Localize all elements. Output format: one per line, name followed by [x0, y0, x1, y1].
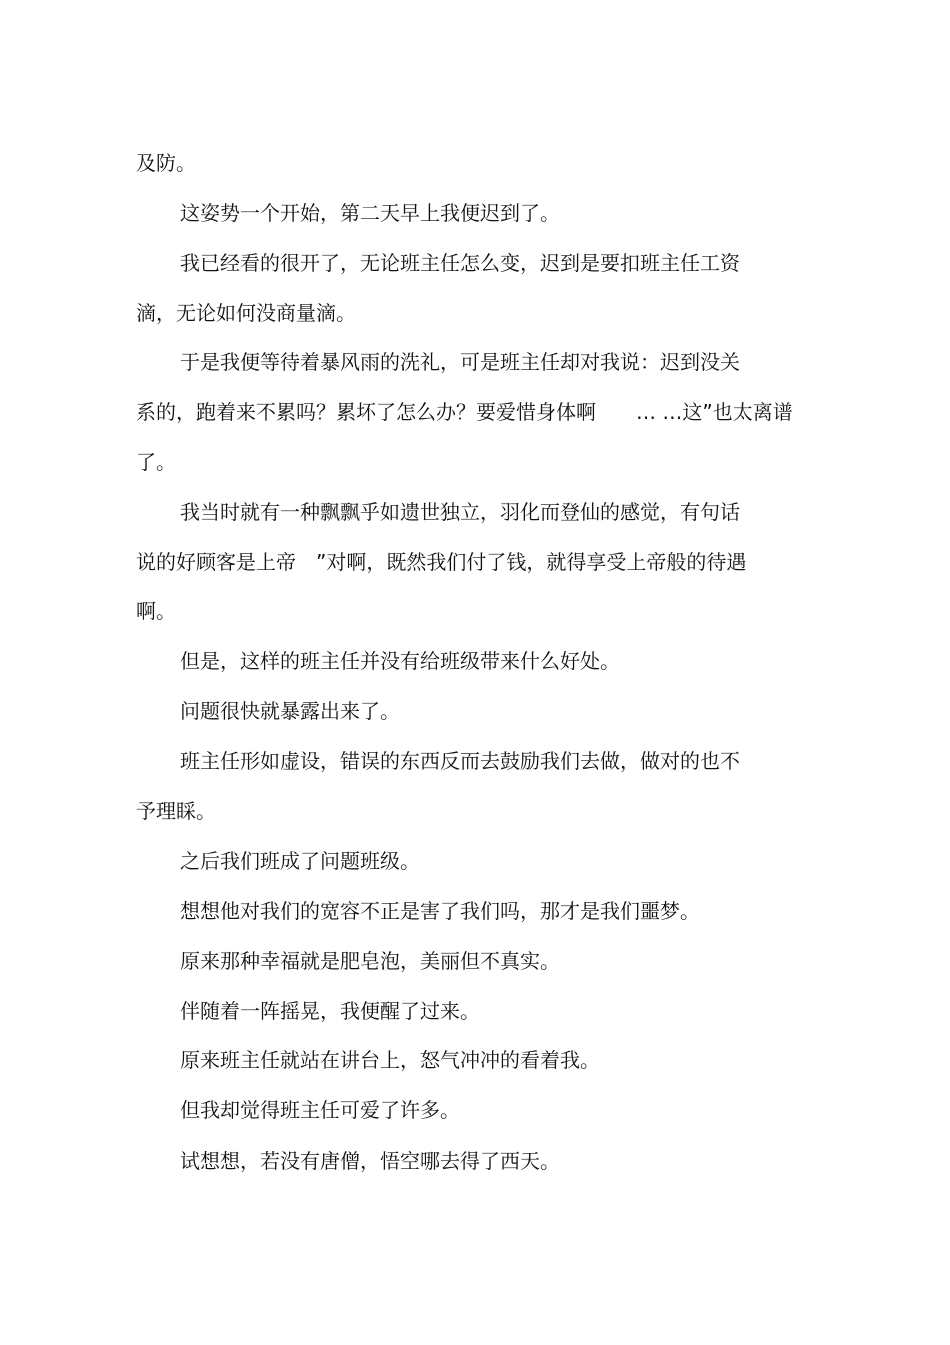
- text-line: 予理睬。: [136, 799, 216, 823]
- text-line: 于是我便等待着暴风雨的洗礼，可是班主任却对我说：迟到没关: [180, 350, 740, 374]
- text-line: 这姿势一个开始，第二天早上我便迟到了。: [180, 201, 560, 225]
- text-line: 伴随着一阵摇晃，我便醒了过来。: [180, 999, 480, 1023]
- text-line: 之后我们班成了问题班级。: [180, 849, 420, 873]
- text-line: 原来那种幸福就是肥皂泡，美丽但不真实。: [180, 949, 560, 973]
- text-line: 我当时就有一种飘飘乎如遗世独立，羽化而登仙的感觉，有句话: [180, 500, 740, 524]
- text-line: 班主任形如虚设，错误的东西反而去鼓励我们去做，做对的也不: [180, 749, 740, 773]
- text-line: 问题很快就暴露出来了。: [180, 699, 400, 723]
- text-line: 试想想，若没有唐僧，悟空哪去得了西天。: [180, 1149, 560, 1173]
- text-line: 系的，跑着来不累吗？累坏了怎么办？要爱惜身体啊 … …这”也太离谱: [136, 400, 793, 424]
- text-line: 说的好顾客是上帝 ”对啊，既然我们付了钱，就得享受上帝般的待遇: [136, 550, 747, 574]
- text-line: 原来班主任就站在讲台上，怒气冲冲的看着我。: [180, 1048, 600, 1072]
- text-line: 但我却觉得班主任可爱了许多。: [180, 1098, 460, 1122]
- text-line: 及防。: [136, 151, 196, 175]
- text-line: 了。: [136, 450, 176, 474]
- text-line: 我已经看的很开了，无论班主任怎么变，迟到是要扣班主任工资: [180, 251, 740, 275]
- text-line: 想想他对我们的宽容不正是害了我们吗，那才是我们噩梦。: [180, 899, 700, 923]
- text-line: 滴，无论如何没商量滴。: [136, 301, 356, 325]
- text-line: 啊。: [136, 599, 176, 623]
- text-line: 但是，这样的班主任并没有给班级带来什么好处。: [180, 649, 620, 673]
